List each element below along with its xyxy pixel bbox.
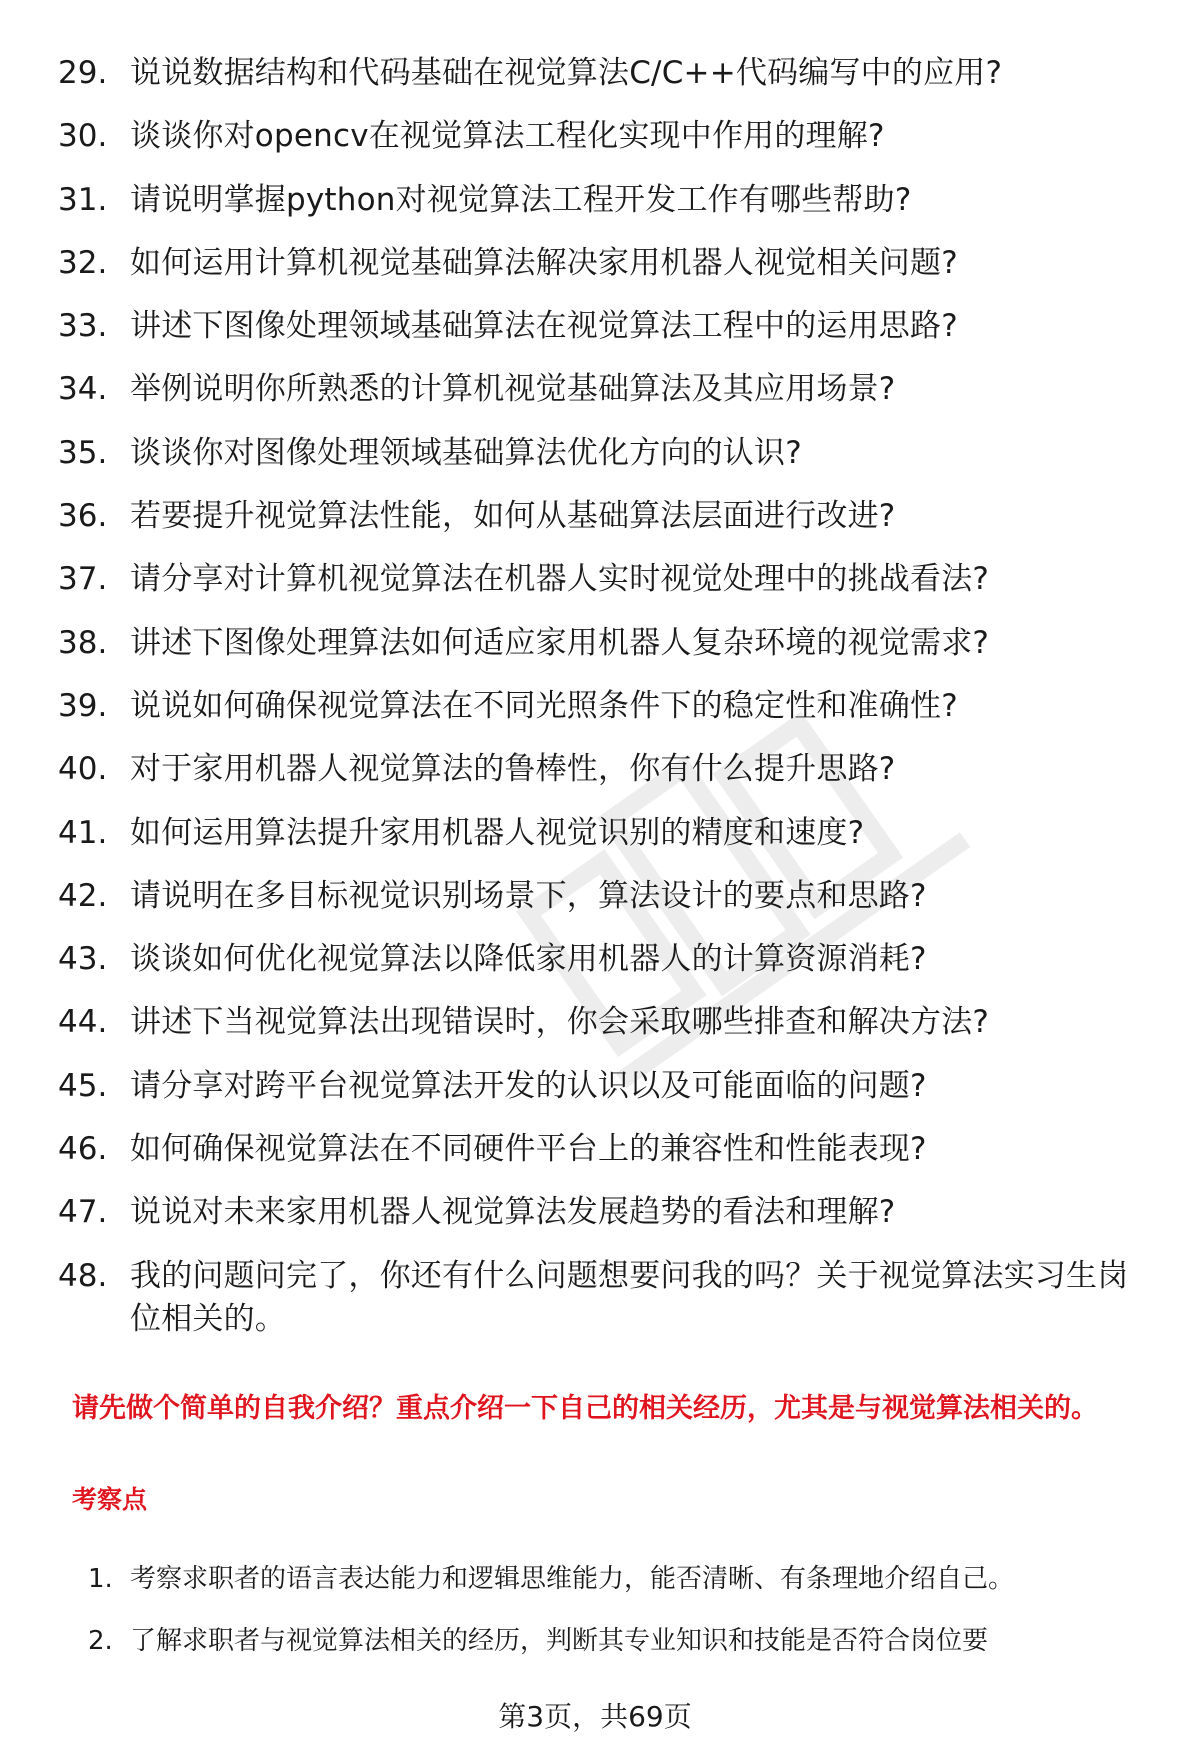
question-text: 若要提升视觉算法性能，如何从基础算法层面进行改进? bbox=[130, 498, 896, 535]
question-number: 39. bbox=[58, 687, 108, 724]
question-number: 38. bbox=[58, 624, 108, 661]
point-number: 2. bbox=[88, 1626, 113, 1656]
question-text: 如何运用计算机视觉基础算法解决家用机器人视觉相关问题? bbox=[130, 244, 958, 281]
question-item bbox=[58, 179, 1148, 222]
assessment-points-list bbox=[88, 1560, 1168, 1684]
question-item bbox=[58, 115, 1148, 158]
point-text: 了解求职者与视觉算法相关的经历，判断其专业知识和技能是否符合岗位要 bbox=[130, 1626, 989, 1656]
question-number: 34. bbox=[58, 371, 108, 408]
question-number: 40. bbox=[58, 751, 108, 788]
question-text: 说说对未来家用机器人视觉算法发展趋势的看法和理解? bbox=[130, 1194, 896, 1231]
question-number: 36. bbox=[58, 498, 108, 535]
question-number: 43. bbox=[58, 941, 108, 978]
question-list bbox=[58, 52, 1148, 1361]
question-item bbox=[58, 748, 1148, 791]
question-number: 41. bbox=[58, 814, 108, 851]
question-number: 45. bbox=[58, 1067, 108, 1104]
question-text: 举例说明你所熟悉的计算机视觉基础算法及其应用场景? bbox=[130, 371, 896, 408]
highlight-question: 请先做个简单的自我介绍？重点介绍一下自己的相关经历，尤其是与视觉算法相关的。 bbox=[72, 1393, 1098, 1424]
question-item bbox=[58, 812, 1148, 855]
question-item bbox=[58, 1128, 1148, 1171]
question-item bbox=[58, 622, 1148, 665]
question-item bbox=[58, 368, 1148, 411]
question-text: 如何确保视觉算法在不同硬件平台上的兼容性和性能表现? bbox=[130, 1131, 927, 1168]
question-item bbox=[58, 495, 1148, 538]
question-text: 谈谈如何优化视觉算法以降低家用机器人的计算资源消耗? bbox=[130, 941, 927, 978]
point-number: 1. bbox=[88, 1564, 113, 1594]
question-text: 谈谈你对图像处理领域基础算法优化方向的认识? bbox=[130, 434, 802, 471]
assessment-point bbox=[88, 1622, 1168, 1660]
question-number: 31. bbox=[58, 181, 108, 218]
section-heading: 考察点 bbox=[72, 1485, 148, 1514]
question-text: 我的问题问完了，你还有什么问题想要问我的吗？关于视觉算法实习生岗位相关的。 bbox=[130, 1257, 1129, 1337]
question-number: 37. bbox=[58, 561, 108, 598]
question-item bbox=[58, 52, 1148, 95]
question-text: 请说明掌握python对视觉算法工程开发工作有哪些帮助? bbox=[130, 181, 912, 218]
question-item bbox=[58, 875, 1148, 918]
question-item bbox=[58, 1001, 1148, 1044]
question-text: 谈谈你对opencv在视觉算法工程化实现中作用的理解? bbox=[130, 118, 885, 155]
question-item bbox=[58, 305, 1148, 348]
assessment-point bbox=[88, 1560, 1168, 1598]
question-number: 47. bbox=[58, 1194, 108, 1231]
question-number: 42. bbox=[58, 877, 108, 914]
question-number: 35. bbox=[58, 434, 108, 471]
question-number: 44. bbox=[58, 1004, 108, 1041]
question-text: 说说如何确保视觉算法在不同光照条件下的稳定性和准确性? bbox=[130, 687, 958, 724]
question-text: 对于家用机器人视觉算法的鲁棒性，你有什么提升思路? bbox=[130, 751, 896, 788]
question-text: 请分享对跨平台视觉算法开发的认识以及可能面临的问题? bbox=[130, 1067, 927, 1104]
question-text: 请分享对计算机视觉算法在机器人实时视觉处理中的挑战看法? bbox=[130, 561, 990, 598]
question-item bbox=[58, 938, 1148, 981]
question-number: 30. bbox=[58, 118, 108, 155]
question-item bbox=[58, 432, 1148, 475]
question-number: 32. bbox=[58, 244, 108, 281]
question-number: 48. bbox=[58, 1257, 108, 1294]
point-text: 考察求职者的语言表达能力和逻辑思维能力，能否清晰、有条理地介绍自己。 bbox=[130, 1564, 1015, 1594]
question-text: 如何运用算法提升家用机器人视觉识别的精度和速度? bbox=[130, 814, 865, 851]
question-item bbox=[58, 1065, 1148, 1108]
question-item bbox=[58, 558, 1148, 601]
question-item bbox=[58, 1255, 1148, 1341]
question-text: 说说数据结构和代码基础在视觉算法C/C++代码编写中的应用? bbox=[130, 55, 1003, 91]
question-item bbox=[58, 242, 1148, 285]
question-text: 讲述下图像处理领域基础算法在视觉算法工程中的运用思路? bbox=[130, 308, 958, 345]
question-text: 讲述下当视觉算法出现错误时，你会采取哪些排查和解决方法? bbox=[130, 1004, 990, 1041]
question-text: 请说明在多目标视觉识别场景下，算法设计的要点和思路? bbox=[130, 877, 927, 914]
question-number: 46. bbox=[58, 1131, 108, 1168]
question-number: 29. bbox=[58, 55, 108, 91]
question-item bbox=[58, 685, 1148, 728]
question-text: 讲述下图像处理算法如何适应家用机器人复杂环境的视觉需求? bbox=[130, 624, 990, 661]
question-number: 33. bbox=[58, 308, 108, 345]
question-item bbox=[58, 1191, 1148, 1234]
page-footer: 第3页，共69页 bbox=[498, 1700, 692, 1733]
